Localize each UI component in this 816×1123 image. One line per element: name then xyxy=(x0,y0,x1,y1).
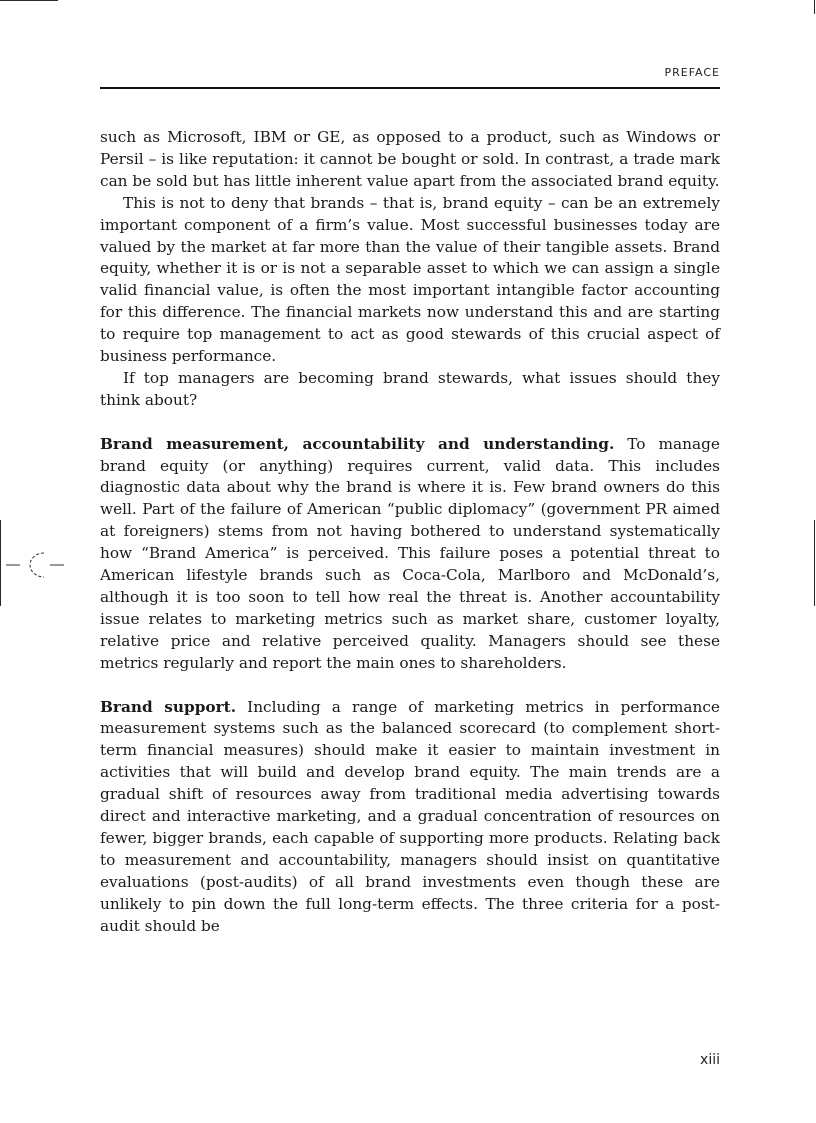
header-rule xyxy=(100,87,720,89)
registration-mark-icon xyxy=(6,548,66,582)
page-number: xiii xyxy=(700,1052,720,1068)
section-brand-support xyxy=(100,697,720,938)
crop-mark-top-left xyxy=(0,0,58,1)
paragraph-brand-stewards: If top managers are becoming brand stewards, what issues should they think about? xyxy=(100,368,720,409)
crop-mark-middle-left xyxy=(0,520,1,606)
crop-mark-middle-right xyxy=(814,520,815,606)
running-head: PREFACE xyxy=(664,66,720,79)
section-heading-brand-support: Brand support. xyxy=(100,697,237,716)
paragraph-brand-value: This is not to deny that brands – that is, brand equity – can be an extremely important component of a firm’s value. Most successful businesses today are valued by the market at far more than the value of their tangible assets. Brand equity, whether it is or is not a separable asset to which we can assign a single valid financial value, is often the most important intangible factor accounting for this difference. The financial markets now understand this and are starting to require top management to act as good stewards of this crucial aspect of business performance. xyxy=(100,193,720,366)
body-text xyxy=(100,127,720,938)
crop-mark-top-right xyxy=(814,0,815,14)
section-brand-measurement xyxy=(100,434,720,675)
section-text-brand-measurement: To manage brand equity (or anything) requires current, valid data. This includes diagnostic data about why the brand is where it is. Few brand owners do this well. Part of the failure of American “public diplomacy” (government PR aimed at foreigners) stems from not having bothered to understand systematically how “Brand America” is perceived. This failure poses a potential threat to American lifestyle brands such as Coca-Cola, Marlboro and McDonald’s, although it is too soon to tell how real the threat is. Another accountability issue relates to marketing metrics such as market share, customer loyalty, relative price and relative perceived quality. Managers should see these metrics regularly and report the main ones to shareholders. xyxy=(100,434,720,672)
paragraph-continuation: such as Microsoft, IBM or GE, as opposed to a product, such as Windows or Persil – is like reputation: it cannot be bought or sold. In contrast, a trade mark can be sold but has little inherent value apart from the associated brand equity. xyxy=(100,128,720,190)
section-heading-brand-measurement: Brand measurement, accountability and understanding. xyxy=(100,434,615,453)
section-text-brand-support: Including a range of marketing metrics in performance measurement systems such as the balanced scorecard (to complement short-term financial measures) should make it easier to maintain investment in activities that will build and develop brand equity. The main trends are a gradual shift of resources away from traditional media advertising towards direct and interactive marketing, and a gradual concentration of resources on fewer, bigger brands, each capable of supporting more products. Relating back to measurement and accountability, managers should insist on quantitative evaluations (post-audits) of all brand investments even though these are unlikely to pin down the full long-term effects. The three criteria for a post-audit should be xyxy=(100,697,720,935)
